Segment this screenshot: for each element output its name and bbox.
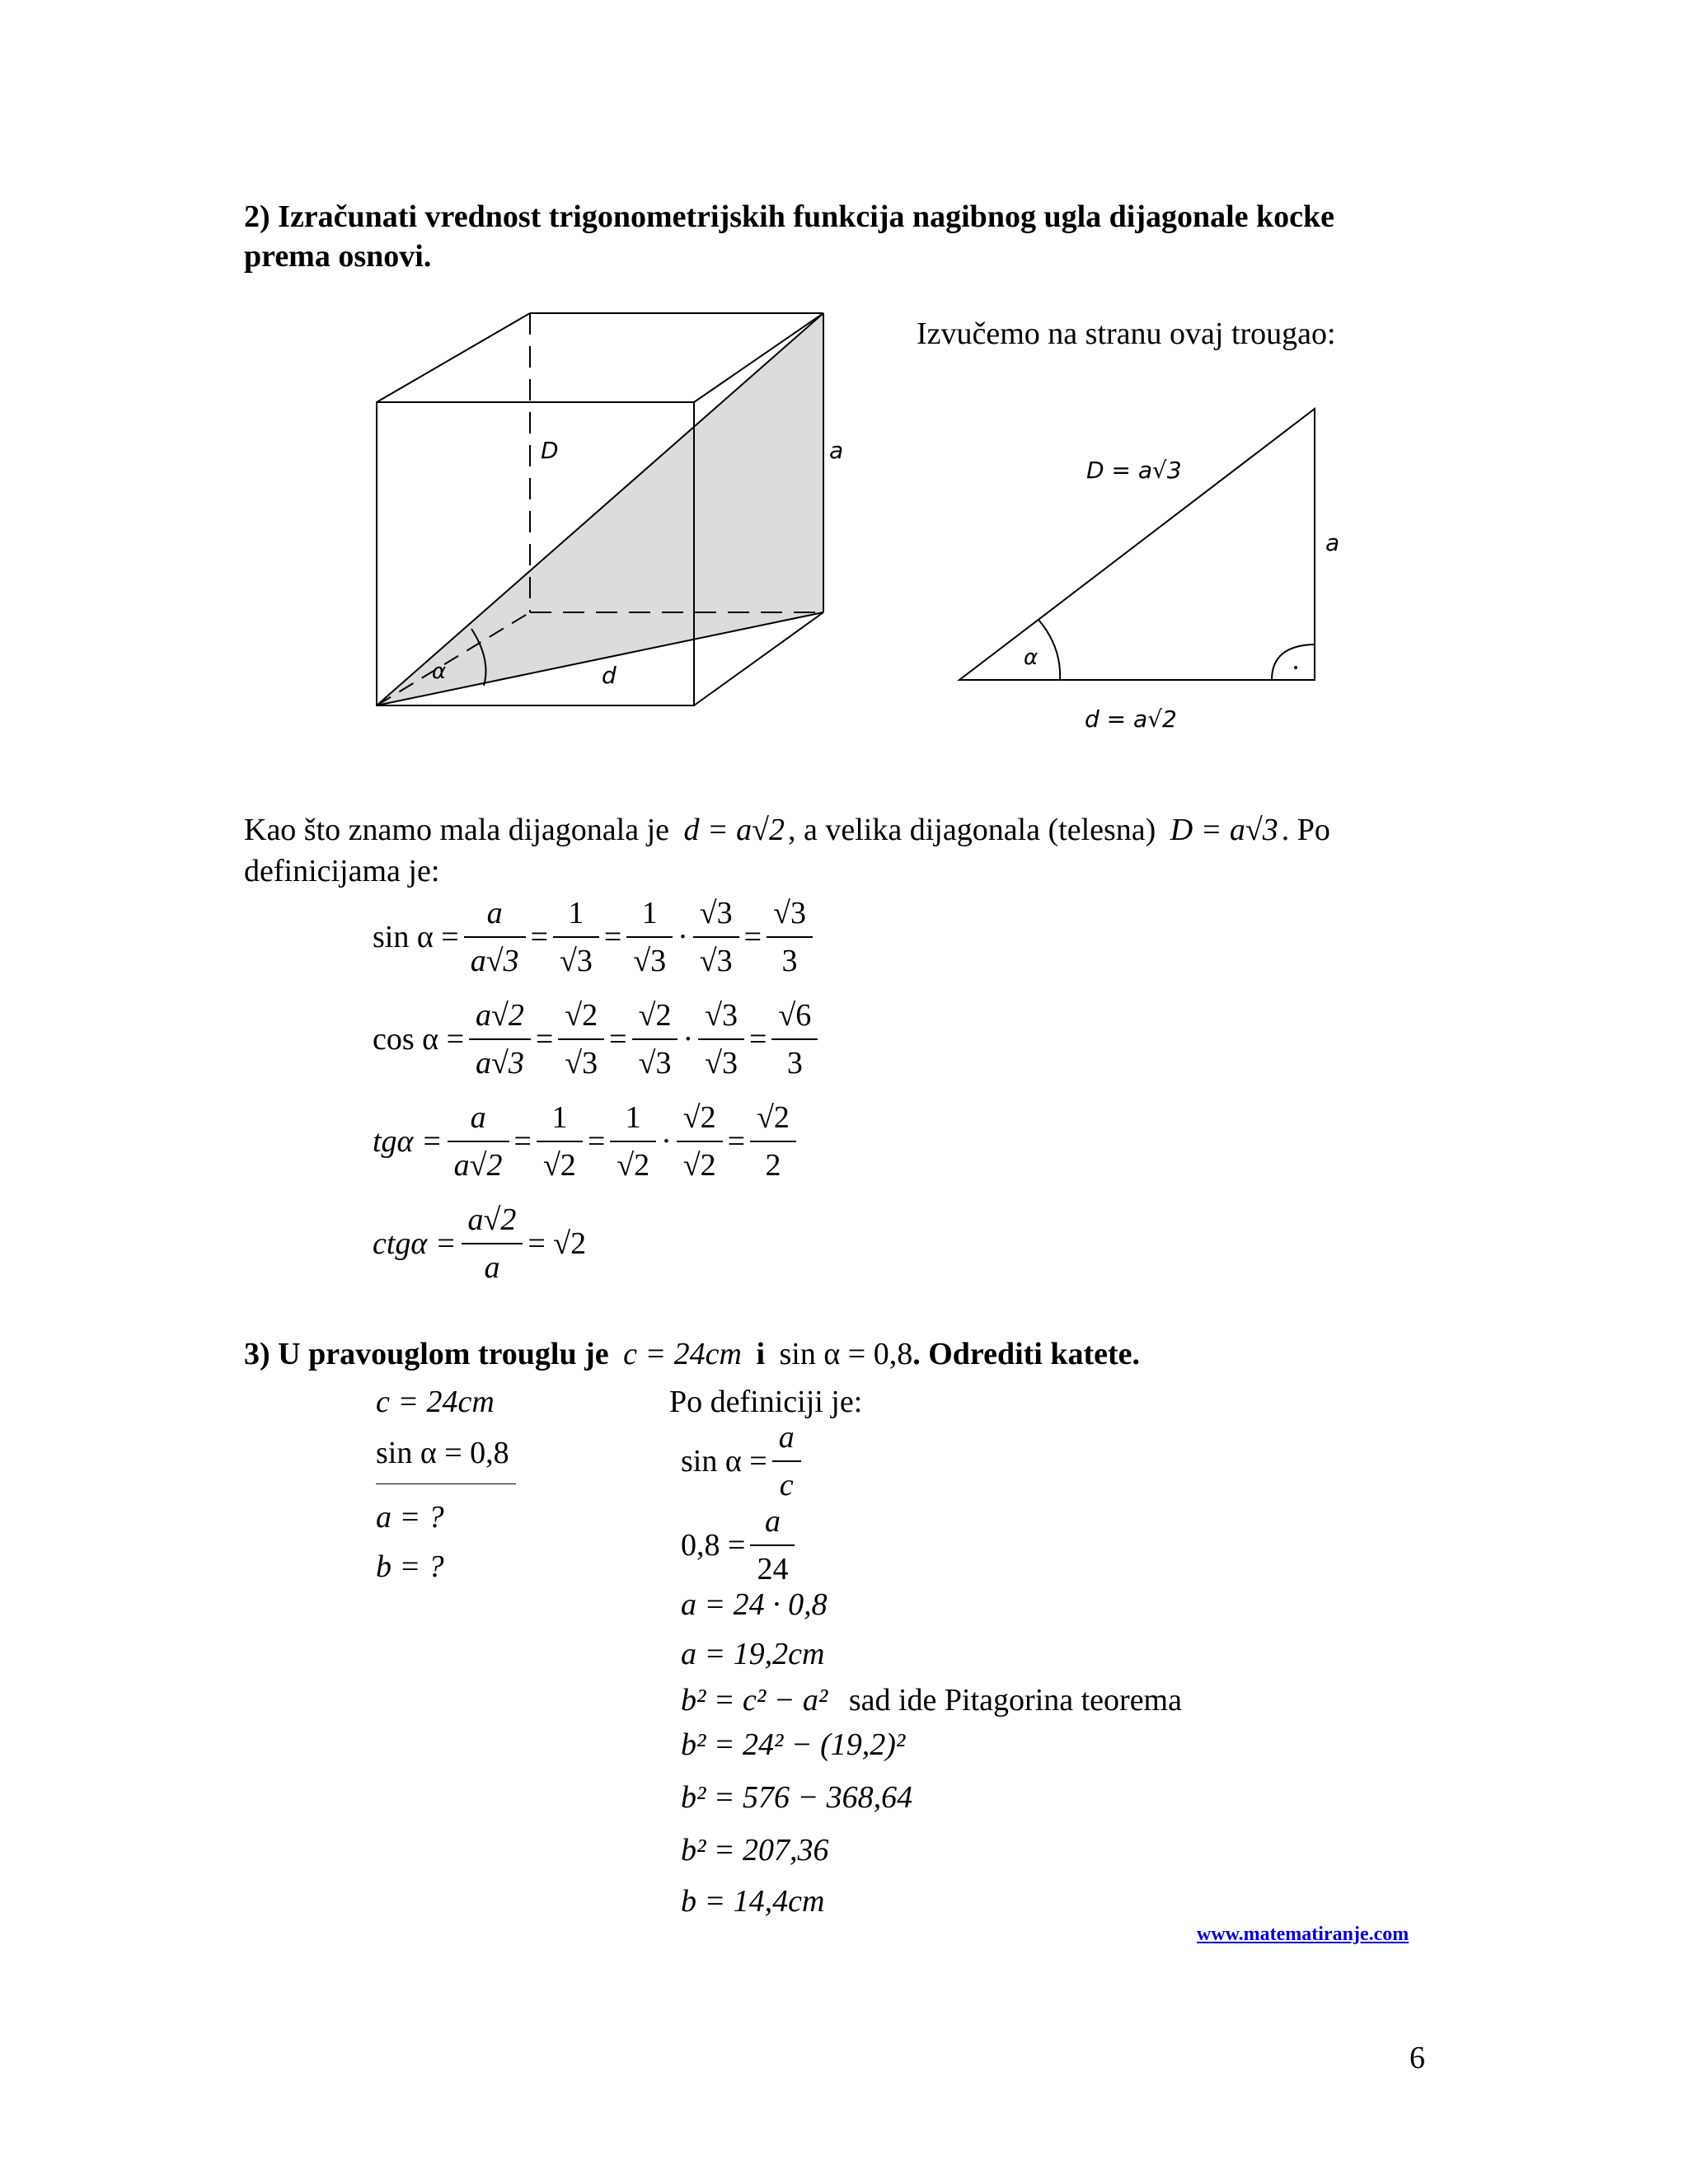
by-definition-text: Po definiciji je: <box>669 1385 863 1419</box>
triangle-label-alpha: α <box>1024 645 1039 670</box>
given-c: c = 24cm <box>376 1385 495 1419</box>
problem3-heading <box>244 1335 1140 1373</box>
ctg-equation <box>373 1197 591 1291</box>
sin-frac-2: $\frac{1}{√3}$ <box>553 890 599 984</box>
cos-frac-3: $\frac{√2}{√3}$ <box>632 992 678 1086</box>
tg-frac-3: $\frac{1}{√2}$ <box>610 1094 656 1188</box>
s1-lhs: sin α = <box>681 1444 767 1479</box>
unknown-b: b = ? <box>376 1549 444 1584</box>
problem2-heading-line1: 2) Izračunati vrednost trigonometrijskih funkcija nagibnog ugla dijagonale kocke <box>244 199 1335 234</box>
website-link[interactable]: www.matematiranje.com <box>1197 1924 1409 1945</box>
tg-frac-4: $\frac{√2}{√2}$ <box>677 1094 723 1188</box>
eq-large-diagonal: D = a√3 <box>1170 813 1278 847</box>
cos-frac-4: $\frac{√3}{√3}$ <box>698 992 744 1086</box>
solution-step-4: a = 19,2cm <box>681 1637 825 1671</box>
cube-label-D: D <box>541 437 559 464</box>
s5-note: sad ide Pitagorina teorema <box>848 1683 1182 1718</box>
cos-frac-1: $\frac{a√2}{a√3}$ <box>469 992 531 1086</box>
cube-label-d: d <box>602 662 617 689</box>
triangle-figure <box>948 396 1376 742</box>
cos-lhs: cos α = <box>373 1022 464 1057</box>
right-angle-mark <box>1272 644 1315 680</box>
problem2-heading-line2: prema osnovi. <box>244 239 432 274</box>
sin-frac-3: $\frac{1}{√3}$ <box>626 890 673 984</box>
unknown-a: a = ? <box>376 1500 444 1535</box>
solution-step-9: b = 14,4cm <box>681 1884 825 1919</box>
triangle-intro-text: Izvučemo na stranu ovaj trougao: <box>917 316 1336 351</box>
line1-part-a: Kao što znamo mala dijagonala je <box>244 813 669 847</box>
ctg-rhs: = √2 <box>528 1226 587 1261</box>
sin-frac-5: $\frac{√3}{3}$ <box>767 890 813 984</box>
triangle-label-a: a <box>1325 529 1340 556</box>
cos-frac-5: $\frac{√6}{3}$ <box>771 992 818 1086</box>
right-triangle <box>959 409 1315 680</box>
cos-frac-2: $\frac{√2}{√3}$ <box>558 992 604 1086</box>
solution-step-8: b² = 207,36 <box>681 1833 829 1868</box>
given-divider <box>376 1483 516 1484</box>
cube-label-alpha: α <box>432 659 447 684</box>
tg-frac-1: $\frac{a}{a√2}$ <box>448 1094 509 1188</box>
triangle-label-d: d = a√2 <box>1085 705 1177 733</box>
solution-step-1 <box>681 1414 806 1508</box>
solution-step-7: b² = 576 − 368,64 <box>681 1780 913 1815</box>
s2-lhs: 0,8 = <box>681 1528 746 1563</box>
sin-equation: sin α = $\frac{a}{a√3}$ = $\frac{1}{√3}$ = $\frac{1}{√3}$ · $\frac{√3}{√3}$ = $\frac{√3}{3}$ <box>373 890 818 984</box>
sin-lhs: sin α = <box>373 920 459 954</box>
problem3-heading-b: . Odrediti katete. <box>912 1337 1141 1371</box>
s2-frac: $\frac{a}{24}$ <box>750 1498 795 1592</box>
tg-lhs: tgα = <box>373 1124 443 1159</box>
sin-frac-4: $\frac{√3}{√3}$ <box>693 890 739 984</box>
solution-step-2 <box>681 1498 799 1592</box>
eq-small-diagonal: d = a√2 <box>683 813 785 847</box>
ctg-frac-1: $\frac{a√2}{a}$ <box>462 1197 523 1291</box>
tg-frac-5: $\frac{√2}{2}$ <box>750 1094 796 1188</box>
sin-frac-1: $\frac{a}{a√3}$ <box>464 890 526 984</box>
s5-equation: b² = c² − a² <box>681 1683 828 1718</box>
problem3-eq-c: c = 24cm <box>623 1337 742 1371</box>
solution-step-3: a = 24 · 0,8 <box>681 1587 828 1622</box>
line1-part-b: , a velika dijagonala (telesna) <box>788 813 1156 847</box>
ctg-lhs: ctgα = <box>373 1226 457 1261</box>
triangle-angle-arc <box>1039 620 1060 680</box>
s1-frac: $\frac{a}{c}$ <box>772 1414 801 1508</box>
tg-equation: tgα = $\frac{a}{a√2}$ = $\frac{1}{√2}$ = $\frac{1}{√2}$ · $\frac{√2}{√2}$ = $\frac{√2}{2}$ <box>373 1094 801 1188</box>
problem3-heading-i: i <box>756 1337 766 1371</box>
triangle-label-D: D = a√3 <box>1086 457 1182 484</box>
tg-frac-2: $\frac{1}{√2}$ <box>537 1094 583 1188</box>
paragraph-line1 <box>244 811 1330 849</box>
given-sin: sin α = 0,8 <box>376 1436 509 1470</box>
cos-equation: cos α = $\frac{a√2}{a√3}$ = $\frac{√2}{√3}$ = $\frac{√2}{√3}$ · $\frac{√3}{√3}$ = $\frac{√6}{3}$ <box>373 992 823 1086</box>
cube-figure <box>371 305 844 717</box>
problem3-heading-a: 3) U pravouglom trouglu je <box>244 1337 609 1371</box>
solution-step-6: b² = 24² − (19,2)² <box>681 1727 906 1762</box>
problem3-eq-sin: sin α = 0,8 <box>779 1337 913 1371</box>
page-number: 6 <box>1409 2041 1425 2075</box>
cube-label-a: a <box>829 437 844 464</box>
solution-step-5 <box>681 1681 1182 1719</box>
line1-part-c: . Po <box>1281 813 1330 847</box>
paragraph-line2: definicijama je: <box>244 854 440 888</box>
